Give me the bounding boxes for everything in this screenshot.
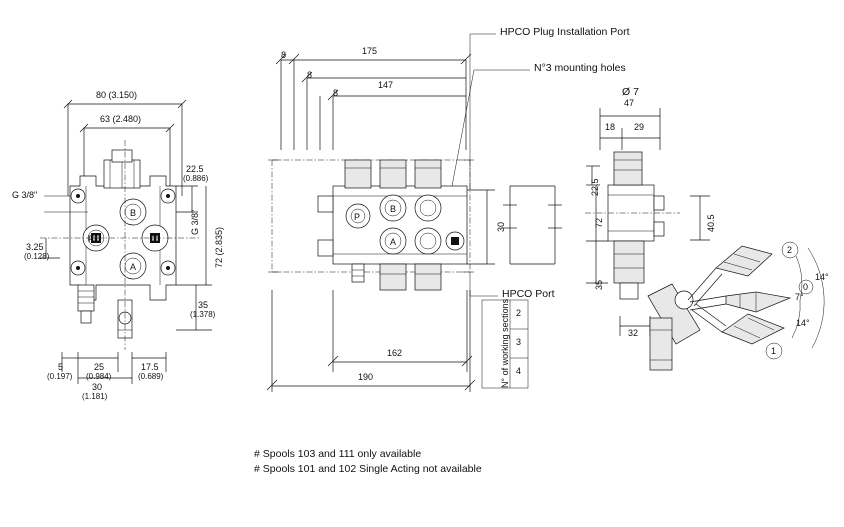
dim-25-inch: (0.984): [86, 372, 112, 381]
port-p-label: P: [88, 234, 95, 244]
dim-162: 162: [387, 348, 403, 358]
callout-hole-diameter: Ø 7: [622, 86, 639, 98]
dim-side-22-5: 22.5: [590, 178, 600, 196]
dim-22-5-inch: (0.886): [183, 174, 209, 183]
sections-row-4: 4: [516, 366, 522, 376]
sections-row-3: 3: [516, 337, 522, 347]
dim-35: 35: [198, 300, 209, 310]
lever-pos-0: 0: [803, 282, 809, 292]
dim-47: 47: [624, 98, 635, 108]
dim-17-5: 17.5: [141, 362, 159, 372]
lever-pos-2: 2: [787, 245, 793, 255]
port-a-label: A: [130, 262, 137, 272]
dim-40-5: 40.5: [706, 214, 716, 232]
dim-63: 63 (2.480): [100, 114, 142, 124]
dim-3-25-inch: (0.128): [24, 252, 50, 261]
callout-mounting-holes: N°3 mounting holes: [534, 62, 626, 74]
dim-29: 29: [634, 122, 645, 132]
dim-80: 80 (3.150): [96, 90, 138, 100]
port-p-top-label: P: [354, 212, 361, 222]
dim-top-8a: 8: [281, 50, 287, 60]
dim-top-8b: 8: [307, 70, 313, 80]
dim-5-inch: (0.197): [47, 372, 73, 381]
dim-top-30: 30: [496, 221, 506, 232]
port-a-top-label: A: [390, 237, 397, 247]
dim-5: 5: [58, 362, 64, 372]
dim-side-35: 35: [594, 279, 604, 290]
sections-table-label: N° of working sections: [500, 298, 510, 388]
lever-pos-1: 1: [771, 346, 777, 356]
callout-hpco-port: HPCO Port: [502, 288, 555, 300]
angle-14-bottom: 14°: [796, 318, 810, 328]
dim-30: 30: [92, 382, 103, 392]
dim-72: 72 (2.835): [214, 226, 224, 268]
port-t-label: T: [152, 234, 158, 244]
footnote-2: # Spools 101 and 102 Single Acting not available: [254, 463, 482, 475]
dim-top-8c: 8: [333, 88, 339, 98]
dim-147: 147: [378, 80, 394, 90]
dim-30-inch: (1.181): [82, 392, 108, 401]
dim-17-5-inch: (0.689): [138, 372, 164, 381]
angle-7-top: 7°: [795, 292, 804, 302]
sections-row-2: 2: [516, 308, 522, 318]
dim-35-inch: (1.378): [190, 310, 216, 319]
angle-14-top: 14°: [815, 272, 829, 282]
label-g38-right: G 3/8": [190, 209, 200, 235]
dim-22-5: 22.5: [186, 164, 204, 174]
dim-25: 25: [94, 362, 105, 372]
footnote-1: # Spools 103 and 111 only available: [254, 448, 422, 460]
dim-175: 175: [362, 46, 378, 56]
port-b-label: B: [130, 208, 137, 218]
label-g38-left: G 3/8": [12, 190, 38, 200]
port-b-top-label: B: [390, 204, 397, 214]
dim-side-72: 72: [594, 217, 604, 228]
dim-190: 190: [358, 372, 374, 382]
dim-18: 18: [605, 122, 616, 132]
dim-3-25: 3.25: [26, 242, 44, 252]
dim-32: 32: [628, 328, 639, 338]
callout-hpco-plug: HPCO Plug Installation Port: [500, 26, 630, 38]
